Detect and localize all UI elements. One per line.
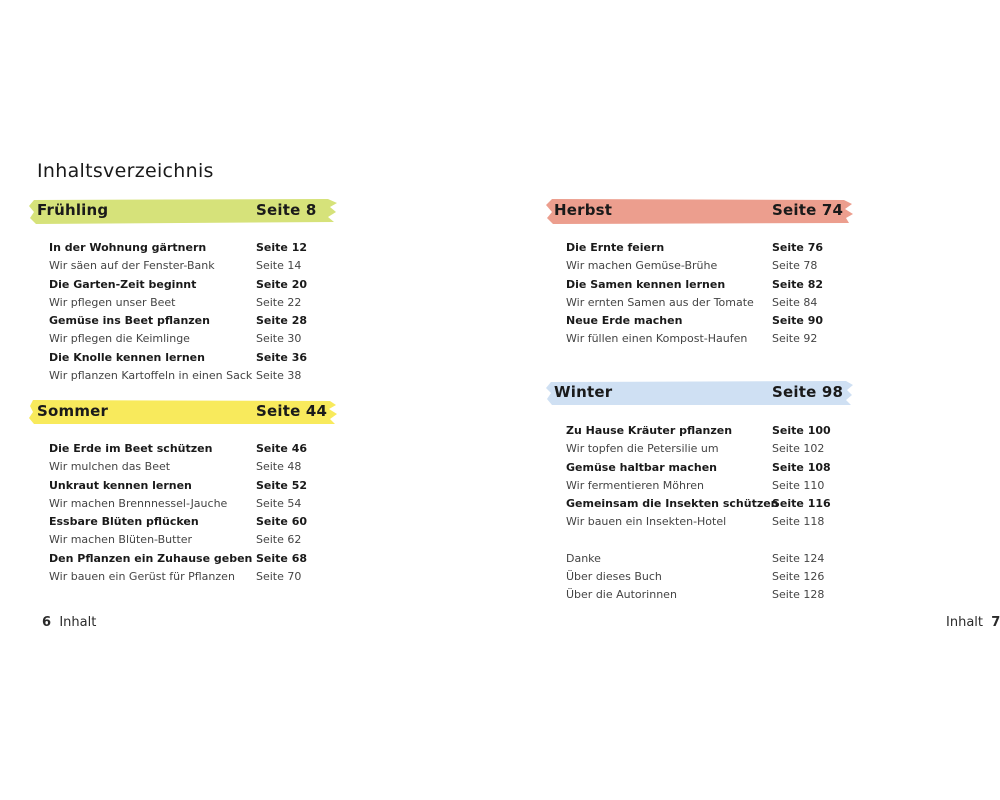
toc-entry[interactable]: Die Garten-Zeit beginnt Seite 20 (49, 277, 308, 291)
toc-entry[interactable]: Gemeinsam die Insekten schützen Seite 116 (566, 497, 831, 511)
section-header-fruehling (28, 196, 338, 226)
toc-entry[interactable]: Danke Seite 124 (566, 551, 825, 565)
toc-entry[interactable]: Die Samen kennen lernen Seite 82 (566, 277, 824, 291)
toc-entry[interactable]: Wir machen Blüten-Butter Seite 62 (49, 533, 302, 547)
toc-entry[interactable]: Wir füllen einen Kompost-Haufen Seite 92 (566, 332, 818, 346)
toc-entry[interactable]: Essbare Blüten pflücken Seite 60 (49, 515, 308, 529)
toc-entry[interactable]: Die Ernte feiern Seite 76 (566, 241, 824, 254)
footer-right (946, 615, 1000, 630)
section-header-winter (545, 378, 855, 408)
toc-entry[interactable]: Wir pflegen die Keimlinge Seite 30 (49, 332, 302, 346)
toc-entry[interactable]: Wir ernten Samen aus der Tomate Seite 84 (566, 295, 818, 309)
section-title: Sommer (37, 402, 109, 420)
footer-label: Inhalt (946, 615, 983, 630)
toc-entry[interactable]: Gemüse haltbar machen Seite 108 (566, 460, 831, 474)
toc-entry[interactable]: Die Erde im Beet schützen Seite 46 (49, 442, 308, 455)
section-title: Winter (554, 383, 613, 401)
section-entries-winter (566, 422, 831, 605)
toc-entry[interactable]: Wir bauen ein Gerüst für Pflanzen Seite 70 (49, 570, 302, 584)
toc-entry[interactable]: Wir topfen die Petersilie um Seite 102 (566, 442, 825, 456)
section-page: Seite 8 (256, 201, 317, 219)
toc-entry[interactable]: Über dieses Buch Seite 126 (566, 570, 825, 584)
section-page: Seite 74 (772, 201, 844, 219)
toc-entry[interactable]: Wir machen Brennnessel-Jauche Seite 54 (49, 496, 302, 510)
page-number: 6 (42, 615, 52, 630)
section-page: Seite 98 (772, 383, 844, 401)
toc-entry[interactable]: Über die Autorinnen Seite 128 (566, 588, 825, 602)
section-header-herbst (545, 196, 855, 226)
section-entries-fruehling (49, 239, 309, 385)
toc-entry[interactable]: Wir bauen ein Insekten-Hotel Seite 118 (566, 515, 825, 529)
toc-entry[interactable]: Gemüse ins Beet pflanzen Seite 28 (49, 314, 308, 328)
spacer (566, 532, 826, 550)
toc-entry[interactable]: Wir machen Gemüse-Brühe Seite 78 (566, 259, 818, 273)
toc-entry[interactable]: Wir säen auf der Fenster-Bank Seite 14 (49, 259, 302, 273)
section-entries-herbst (566, 239, 826, 349)
toc-entry[interactable]: Wir mulchen das Beet Seite 48 (49, 460, 302, 474)
toc-entry[interactable]: Zu Hause Kräuter pflanzen Seite 100 (566, 424, 831, 437)
toc-entry[interactable]: Neue Erde machen Seite 90 (566, 314, 824, 328)
toc-entry[interactable]: Unkraut kennen lernen Seite 52 (49, 478, 308, 492)
page-number: 7 (991, 615, 1000, 630)
toc-entry[interactable]: Wir pflegen unser Beet Seite 22 (49, 295, 302, 309)
section-entries-sommer (49, 440, 309, 586)
section-title: Herbst (554, 201, 613, 219)
toc-entry[interactable]: Wir pflanzen Kartoffeln in einen Sack Seite 38 (49, 369, 302, 383)
footer-label: Inhalt (59, 615, 97, 630)
section-title: Frühling (37, 201, 109, 219)
section-page: Seite 44 (256, 402, 328, 420)
toc-entry[interactable]: Wir fermentieren Möhren Seite 110 (566, 478, 825, 492)
toc-entry[interactable]: In der Wohnung gärtnern Seite 12 (49, 241, 308, 254)
toc-entry[interactable]: Den Pflanzen ein Zuhause geben Seite 68 (49, 551, 308, 565)
page-title: Inhaltsverzeichnis (37, 160, 214, 182)
section-header-sommer (28, 397, 338, 427)
footer-left (42, 615, 96, 630)
toc-entry[interactable]: Die Knolle kennen lernen Seite 36 (49, 350, 308, 364)
